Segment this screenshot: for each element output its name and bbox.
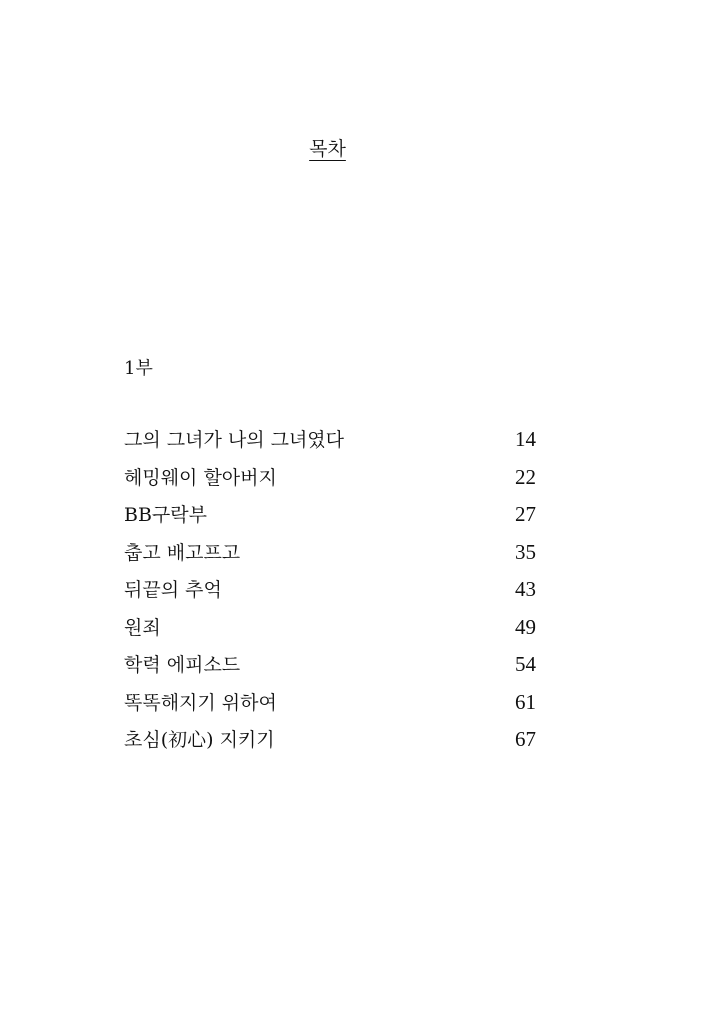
- toc-entry-title: 초심(初心) 지키기: [124, 729, 275, 751]
- toc-entry-title: 학력 에피소드: [124, 654, 241, 676]
- toc-entry-title: BB구락부: [124, 504, 207, 526]
- toc-entry-page-number: 54: [515, 652, 536, 676]
- toc-entry-page-number: 27: [515, 502, 536, 526]
- page-title: 목차: [309, 138, 346, 160]
- toc-entry-title: 뒤끝의 추억: [124, 579, 222, 601]
- toc-entry: [124, 689, 536, 727]
- part-heading: 1부: [124, 358, 153, 379]
- toc-entry: [124, 576, 536, 614]
- toc-entry-title: 헤밍웨이 할아버지: [124, 466, 277, 489]
- toc-entry-page-number: 35: [515, 539, 536, 564]
- toc-entry-page-number: 61: [515, 689, 536, 714]
- toc-entry: [124, 501, 536, 539]
- toc-entry-title: 그의 그녀가 나의 그녀였다: [124, 429, 345, 451]
- toc-entry: [124, 464, 536, 502]
- toc-entry-page-number: 22: [515, 464, 536, 489]
- toc-entry-page-number: 49: [515, 614, 536, 639]
- toc-entry-page-number: 14: [515, 427, 536, 451]
- toc-entry: [124, 614, 536, 652]
- toc-entry-page-number: 67: [515, 727, 536, 751]
- toc-entry: [124, 426, 536, 464]
- toc-entry: [124, 726, 536, 764]
- toc-entry: [124, 651, 536, 689]
- toc-entry: [124, 539, 536, 577]
- toc-entry-title: 춥고 배고프고: [124, 541, 241, 564]
- toc-entry-page-number: 43: [515, 577, 536, 601]
- toc-entry-title: 원죄: [124, 616, 161, 639]
- toc-entry-title: 똑똑해지기 위하여: [124, 691, 277, 714]
- table-of-contents: [124, 426, 536, 764]
